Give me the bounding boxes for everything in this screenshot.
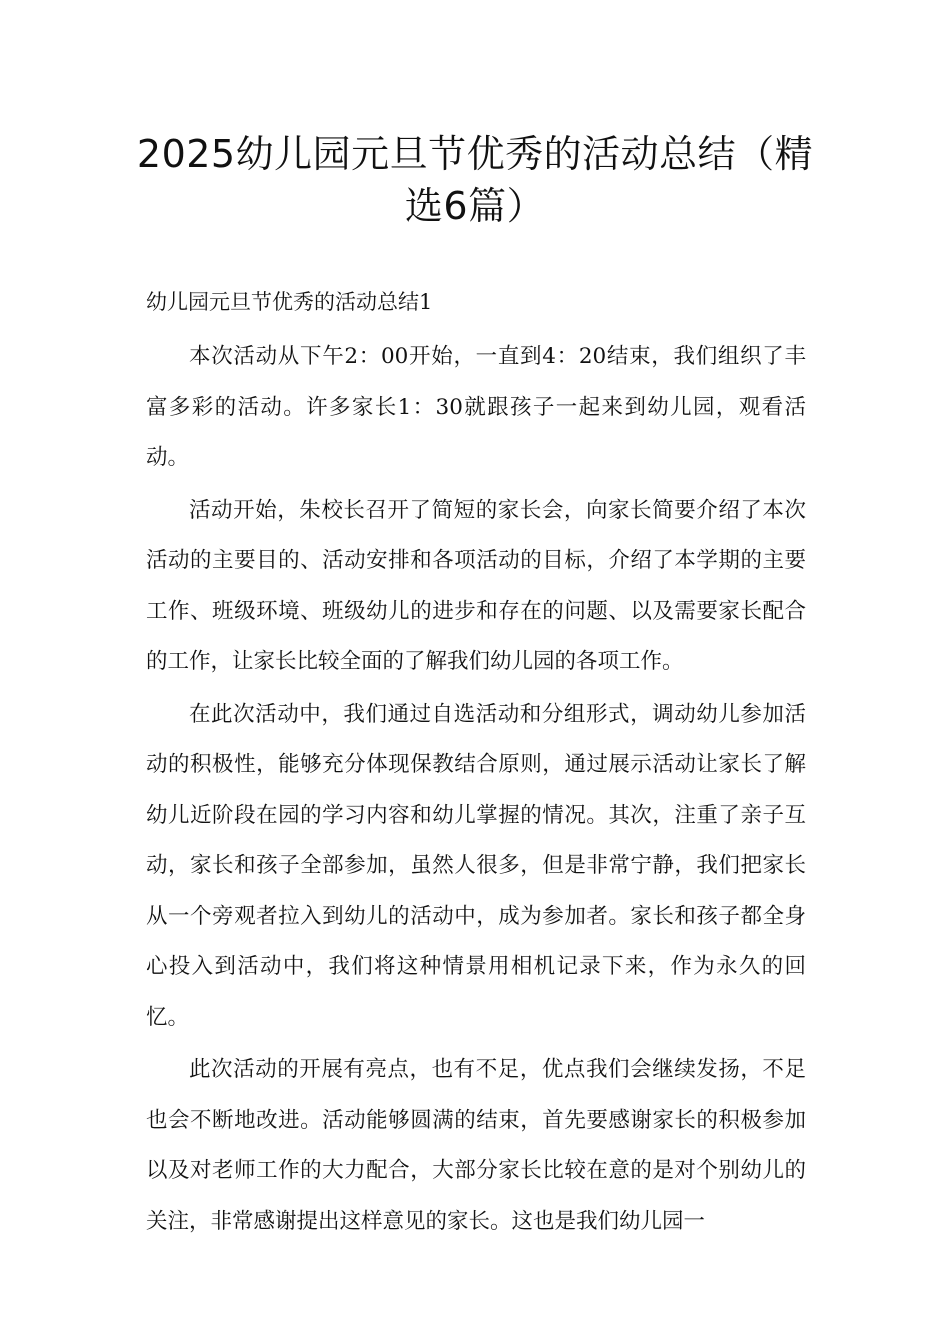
document-body [146,332,806,1249]
paragraph: 本次活动从下午2：00开始，一直到4：20结束，我们组织了丰富多彩的活动。许多家长1：30就跟孩子一起来到幼儿园，观看活动。 [146,344,806,470]
paragraph: 此次活动的开展有亮点，也有不足，优点我们会继续发扬，不足也会不断地改进。活动能够圆满的结束，首先要感谢家长的积极参加以及对老师工作的大力配合，大部分家长比较在意的是对个别幼儿的关注，非常感谢提出这样意见的家长。这也是我们幼儿园一 [146,1057,806,1234]
document-title: 2025幼儿园元旦节优秀的活动总结（精选6篇） [136,132,814,228]
paragraph: 在此次活动中，我们通过自选活动和分组形式，调动幼儿参加活动的积极性，能够充分体现保教结合原则，通过展示活动让家长了解幼儿近阶段在园的学习内容和幼儿掌握的情况。其次，注重了亲子互动，家长和孩子全部参加，虽然人很多，但是非常宁静，我们把家长从一个旁观者拉入到幼儿的活动中，成为参加者。家长和孩子都全身心投入到活动中，我们将这种情景用相机记录下来，作为永久的回忆。 [146,701,806,1030]
section-heading: 幼儿园元旦节优秀的活动总结1 [146,290,433,314]
paragraph: 活动开始，朱校长召开了简短的家长会，向家长简要介绍了本次活动的主要目的、活动安排和各项活动的目标，介绍了本学期的主要工作、班级环境、班级幼儿的进步和存在的问题、以及需要家长配合的工作，让家长比较全面的了解我们幼儿园的各项工作。 [146,497,806,674]
